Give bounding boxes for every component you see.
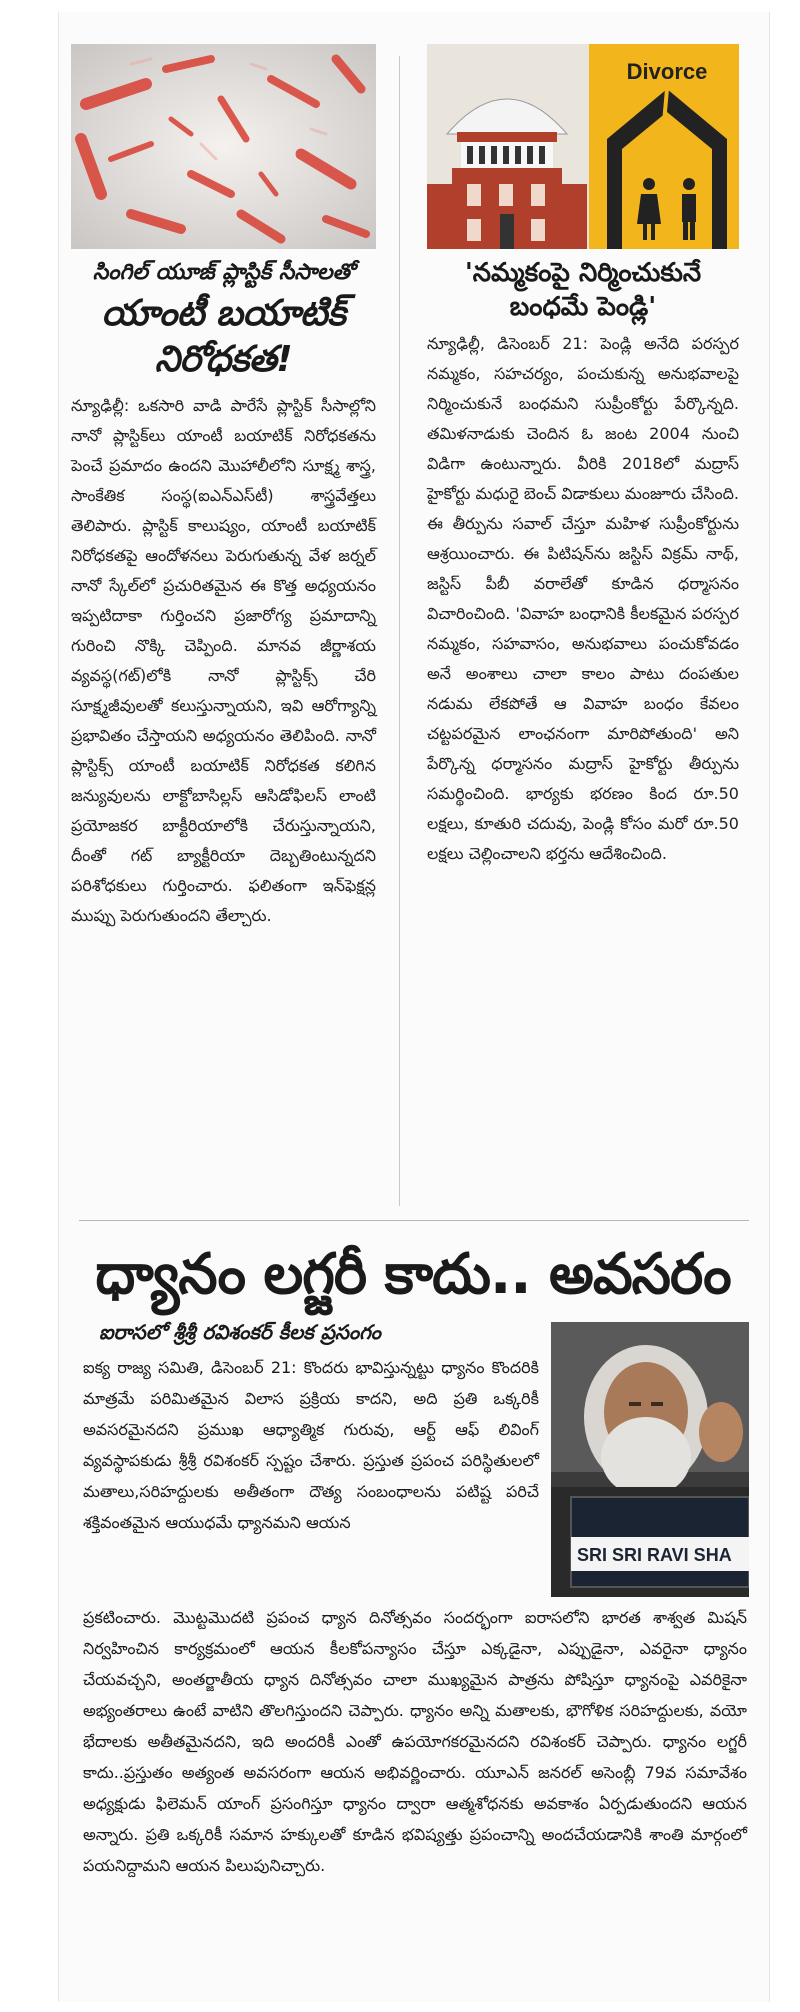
bottom-article-headline: ధ్యానం లగ్జరీ కాదు.. అవసరం [95, 1242, 731, 1307]
divorce-label: Divorce [626, 59, 708, 84]
right-article [427, 44, 739, 869]
speaker-portrait [551, 1322, 749, 1597]
bottom-article-body-full: ప్రకటించారు. మొట్టమొదటి ప్రపంచ ధ్యాన దినోత్సవం సందర్భంగా ఐరాసలోని భారత శాశ్వత మిషన్ నిర్వహించిన కార్యక్రమంలో ఆయన కీలకోపన్యాసం చేస్తూ ఎక్కడైనా, ఎప్పుడైనా, ఎవరైనా ధ్యానం చేయవచ్చని, అంతర్జాతీయ ధ్యాన దినోత్సవం చాలా ముఖ్యమైన పాత్రను పోషిస్తూ ధ్యానంపై ఎవరికైనా అభ్యంతరాలు ఉంటే వాటిని తొలగిస్తుందని చెప్పారు. ధ్యానం అన్ని మతాలకు, భౌగోళిక సరిహద్దులకు, వయో భేదాలకు అతీతమైనదని, ఇది అందరికీ ఎంతో ఉపయోగకరమైనదని రవిశంకర్ చెప్పారు. ధ్యానం లగ్జరీ కాదు..ప్రస్తుతం అత్యంత అవసరంగా ఆయన అభివర్ణించారు. యూఎన్ జనరల్ అసెంబ్లీ 79వ సమావేశం అధ్యక్షుడు ఫిలెమన్ యాంగ్ ప్రసంగిస్తూ ధ్యానం ద్వారా ఆత్మశోధనకు అవకాశం ఏర్పడుతుందని ఆయన అన్నారు. ప్రతి ఒక్కరికీ సమాన హక్కులతో కూడిన భవిష్యత్తు ప్రపంచాన్ని అందచేయడానికి శాంతి మార్గంలో పయనిద్దామని ఆయన పిలుపునిచ్చారు. [83, 1608, 747, 1875]
bottom-article-kicker: ఐరాసలో శ్రీశ్రీ రవిశంకర్ కీలక ప్రసంగం [99, 1320, 381, 1344]
left-article-kicker: సింగిల్ యూజ్ ప్లాస్టిక్ సీసాలతో [92, 260, 355, 285]
right-article-headline: బంధమే పెండ్లి' [509, 292, 657, 322]
column-divider [399, 56, 400, 1206]
bottom-article-body-top: ఐక్య రాజ్య సమితి, డిసెంబర్ 21: కొందరు భావిస్తున్నట్టు ధ్యానం కొందరికి మాత్రమే పరిమితమైన విలాస ప్రక్రియ కాదని, అది ప్రతి ఒక్కరికీ అవసరమైనదని ప్రముఖ ఆధ్యాత్మిక గురువు, ఆర్ట్ ఆఫ్ లివింగ్ వ్యవస్థాపకుడు శ్రీశ్రీ రవిశంకర్ స్పష్టం చేశారు. ప్రస్తుత ప్రపంచ పరిస్థితులలో మతాలు,సరిహద్దులకు అతీతంగా దౌత్య సంబంధాలను పటిష్ట పరిచే శక్తివంతమైన ఆయుధమే ధ్యానమని ఆయన [83, 1358, 539, 1532]
ravi-shankar-photo [551, 1322, 749, 1597]
court-divorce-photo [427, 44, 739, 249]
nameplate-text: SRI SRI RAVI SHA [577, 1545, 732, 1565]
newspaper-page [58, 12, 770, 2002]
left-article [71, 44, 376, 931]
court-divorce-illustration [427, 44, 739, 249]
left-article-headline: యాంటీ బయాటిక్ నిరోధకత! [101, 293, 346, 380]
right-article-body: న్యూఢిల్లీ, డిసెంబర్ 21: పెండ్లి అనేది పరస్పర నమ్మకం, సహచర్యం, పంచుకున్న అనుభవాలపై నిర్మించుకునే బంధమని సుప్రీంకోర్టు పేర్కొన్నది. తమిళనాడుకు చెందిన ఓ జంట 2004 నుంచి విడిగా ఉంటున్నారు. వీరికి 2018లో మద్రాస్ హైకోర్టు మధురై బెంచ్ విడాకులు మంజూరు చేసింది. ఈ తీర్పును సవాల్ చేస్తూ మహిళ సుప్రీంకోర్టును ఆశ్రయించారు. ఈ పిటిషన్‌ను జస్టిస్ విక్రమ్ నాథ్, జస్టిస్ పీబీ వరాలేతో కూడిన ధర్మాసనం విచారించింది. 'వివాహ బంధానికి కీలకమైన పరస్పర నమ్మకం, సహవాసం, అనుభవాలు పంచుకోవడం అనే అంశాలు చాలా కాలం పాటు దంపతుల నడుమ లేకపోతే ఆ వివాహ బంధం కేవలం చట్టపరమైన లాంఛనంగా మారిపోతుంది' అని పేర్కొన్న ధర్మాసనం మద్రాస్ హైకోర్టు తీర్పును సమర్థించింది. భార్యకు భరణం కింద రూ.50 లక్షలు, కూతురి చదువు, పెండ్లి కోసం మరో రూ.50 లక్షలు చెల్లించాలని భర్తను ఆదేశించింది. [427, 334, 739, 863]
left-article-body: న్యూఢిల్లీ: ఒకసారి వాడి పారేసే ప్లాస్టిక్ సీసాల్లోని నానో ప్లాస్టిక్‌లు యాంటీ బయాటిక్ నిరోధకతను పెంచే ప్రమాదం ఉందని మొహాలీలోని సూక్ష్మ శాస్త్ర, సాంకేతిక సంస్థ(ఐఎన్ఎస్‌టీ) శాస్త్రవేత్తలు తెలిపారు. ప్లాస్టిక్ కాలుష్యం, యాంటీ బయాటిక్ నిరోధకతపై ఆందోళనలు పెరుగుతున్న వేళ జర్నల్ నానో స్కేల్‌లో ప్రచురితమైన ఈ కొత్త అధ్యయనం ఇప్పటిదాకా గుర్తించని ప్రజారోగ్య ప్రమాదాన్ని గురించి నొక్కి చెప్పింది. మానవ జీర్ణాశయ వ్యవస్థ(గట్)లోకి నానో ప్లాస్టిక్స్ చేరి సూక్ష్మజీవులతో కలుస్తున్నాయని, ఇవి ఆరోగ్యాన్ని ప్రభావితం చేస్తాయని అధ్యయనం తెలిపింది. నానో ప్లాస్టిక్స్ యాంటీ బయాటిక్ నిరోధకత కలిగిన జన్యువులను లాక్టోబాసిల్లస్ ఆసిడోఫిలస్ లాంటి ప్రయోజకర బాక్టీరియాలోకి చేరుస్తున్నాయని, దీంతో గట్ బ్యాక్టీరియా దెబ్బతింటున్నదని పరిశోధకులు గుర్తించారు. ఫలితంగా ఇన్‌ఫెక్షన్ల ముప్పు పెరుగుతుందని తేల్చారు. [71, 396, 376, 925]
bacteria-photo [71, 44, 376, 249]
bacteria-illustration [71, 44, 376, 249]
right-article-kicker: 'నమ్మకంపై నిర్మించుకునే [464, 258, 702, 288]
section-divider [79, 1220, 749, 1221]
